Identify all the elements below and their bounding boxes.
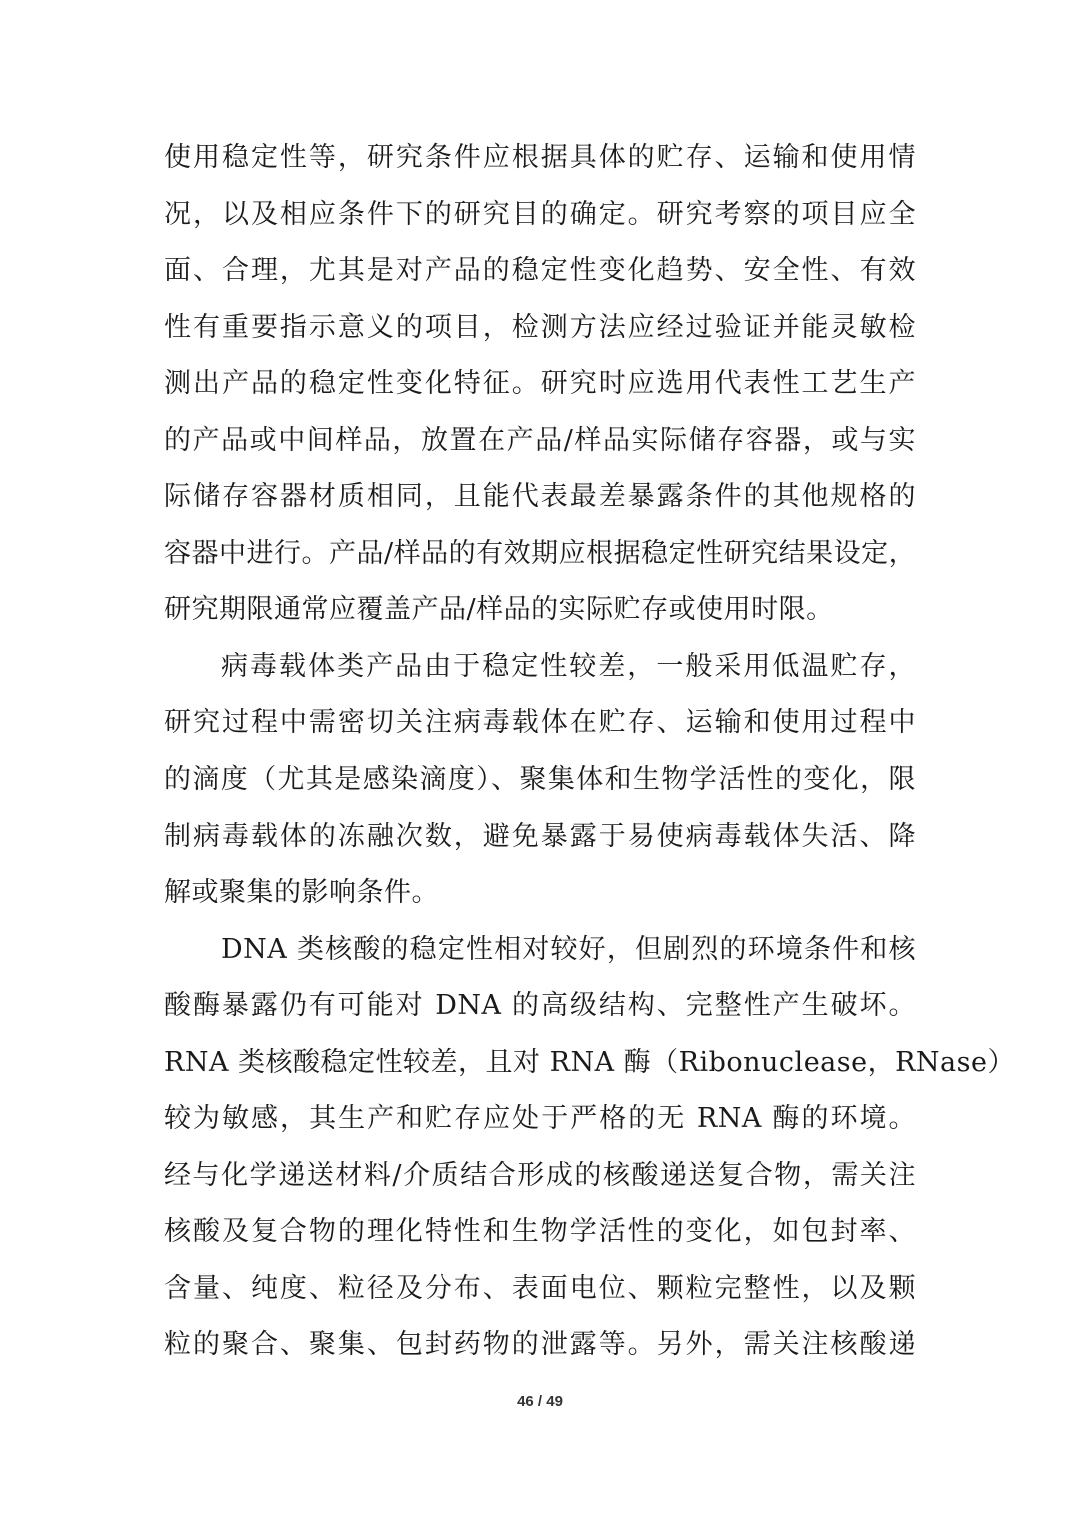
text-line: 际储存容器材质相同，且能代表最差暴露条件的其他规格的: [164, 481, 916, 513]
text-line: 解或聚集的影响条件。: [164, 877, 439, 909]
body-text: [164, 130, 1015, 1374]
text-line: 研究期限通常应覆盖产品/样品的实际贮存或使用时限。: [164, 594, 834, 626]
page-number: 46 / 49: [517, 1393, 563, 1410]
text-line: 研究过程中需密切关注病毒载体在贮存、运输和使用过程中: [164, 707, 916, 739]
text-line: 含量、纯度、粒径及分布、表面电位、颗粒完整性，以及颗: [164, 1272, 916, 1304]
text-line: 粒的聚合、聚集、包封药物的泄露等。另外，需关注核酸递: [164, 1329, 916, 1361]
text-line: 核酸及复合物的理化特性和生物学活性的变化，如包封率、: [164, 1216, 916, 1248]
paragraph-first-line: 病毒载体类产品由于稳定性较差，一般采用低温贮存，: [221, 650, 916, 682]
text-line: 使用稳定性等，研究条件应根据具体的贮存、运输和使用情: [164, 142, 916, 173]
text-line: 酸酶暴露仍有可能对 DNA 的高级结构、完整性产生破坏。: [164, 990, 916, 1022]
text-line: 较为敏感，其生产和贮存应处于严格的无 RNA 酶的环境。: [164, 1103, 916, 1135]
text-line: 面、合理，尤其是对产品的稳定性变化趋势、安全性、有效: [164, 255, 916, 287]
text-line: 容器中进行。产品/样品的有效期应根据稳定性研究结果设定，: [164, 537, 917, 569]
text-line: 的滴度（尤其是感染滴度）、聚集体和生物学活性的变化，限: [164, 764, 916, 796]
text-line: 性有重要指示意义的项目，检测方法应经过验证并能灵敏检: [164, 311, 916, 343]
text-line: 制病毒载体的冻融次数，避免暴露于易使病毒载体失活、降: [164, 820, 916, 852]
text-line: 况，以及相应条件下的研究目的确定。研究考察的项目应全: [164, 198, 916, 230]
paragraph-first-line: DNA 类核酸的稳定性相对较好，但剧烈的环境条件和核: [221, 933, 916, 965]
text-line: 的产品或中间样品，放置在产品/样品实际储存容器，或与实: [164, 424, 916, 456]
text-line: RNA 类核酸稳定性较差，且对 RNA 酶（Ribonuclease，RNase）: [164, 1046, 1015, 1078]
text-line: 经与化学递送材料/介质结合形成的核酸递送复合物，需关注: [164, 1159, 916, 1191]
text-line: 测出产品的稳定性变化特征。研究时应选用代表性工艺生产: [164, 368, 916, 400]
